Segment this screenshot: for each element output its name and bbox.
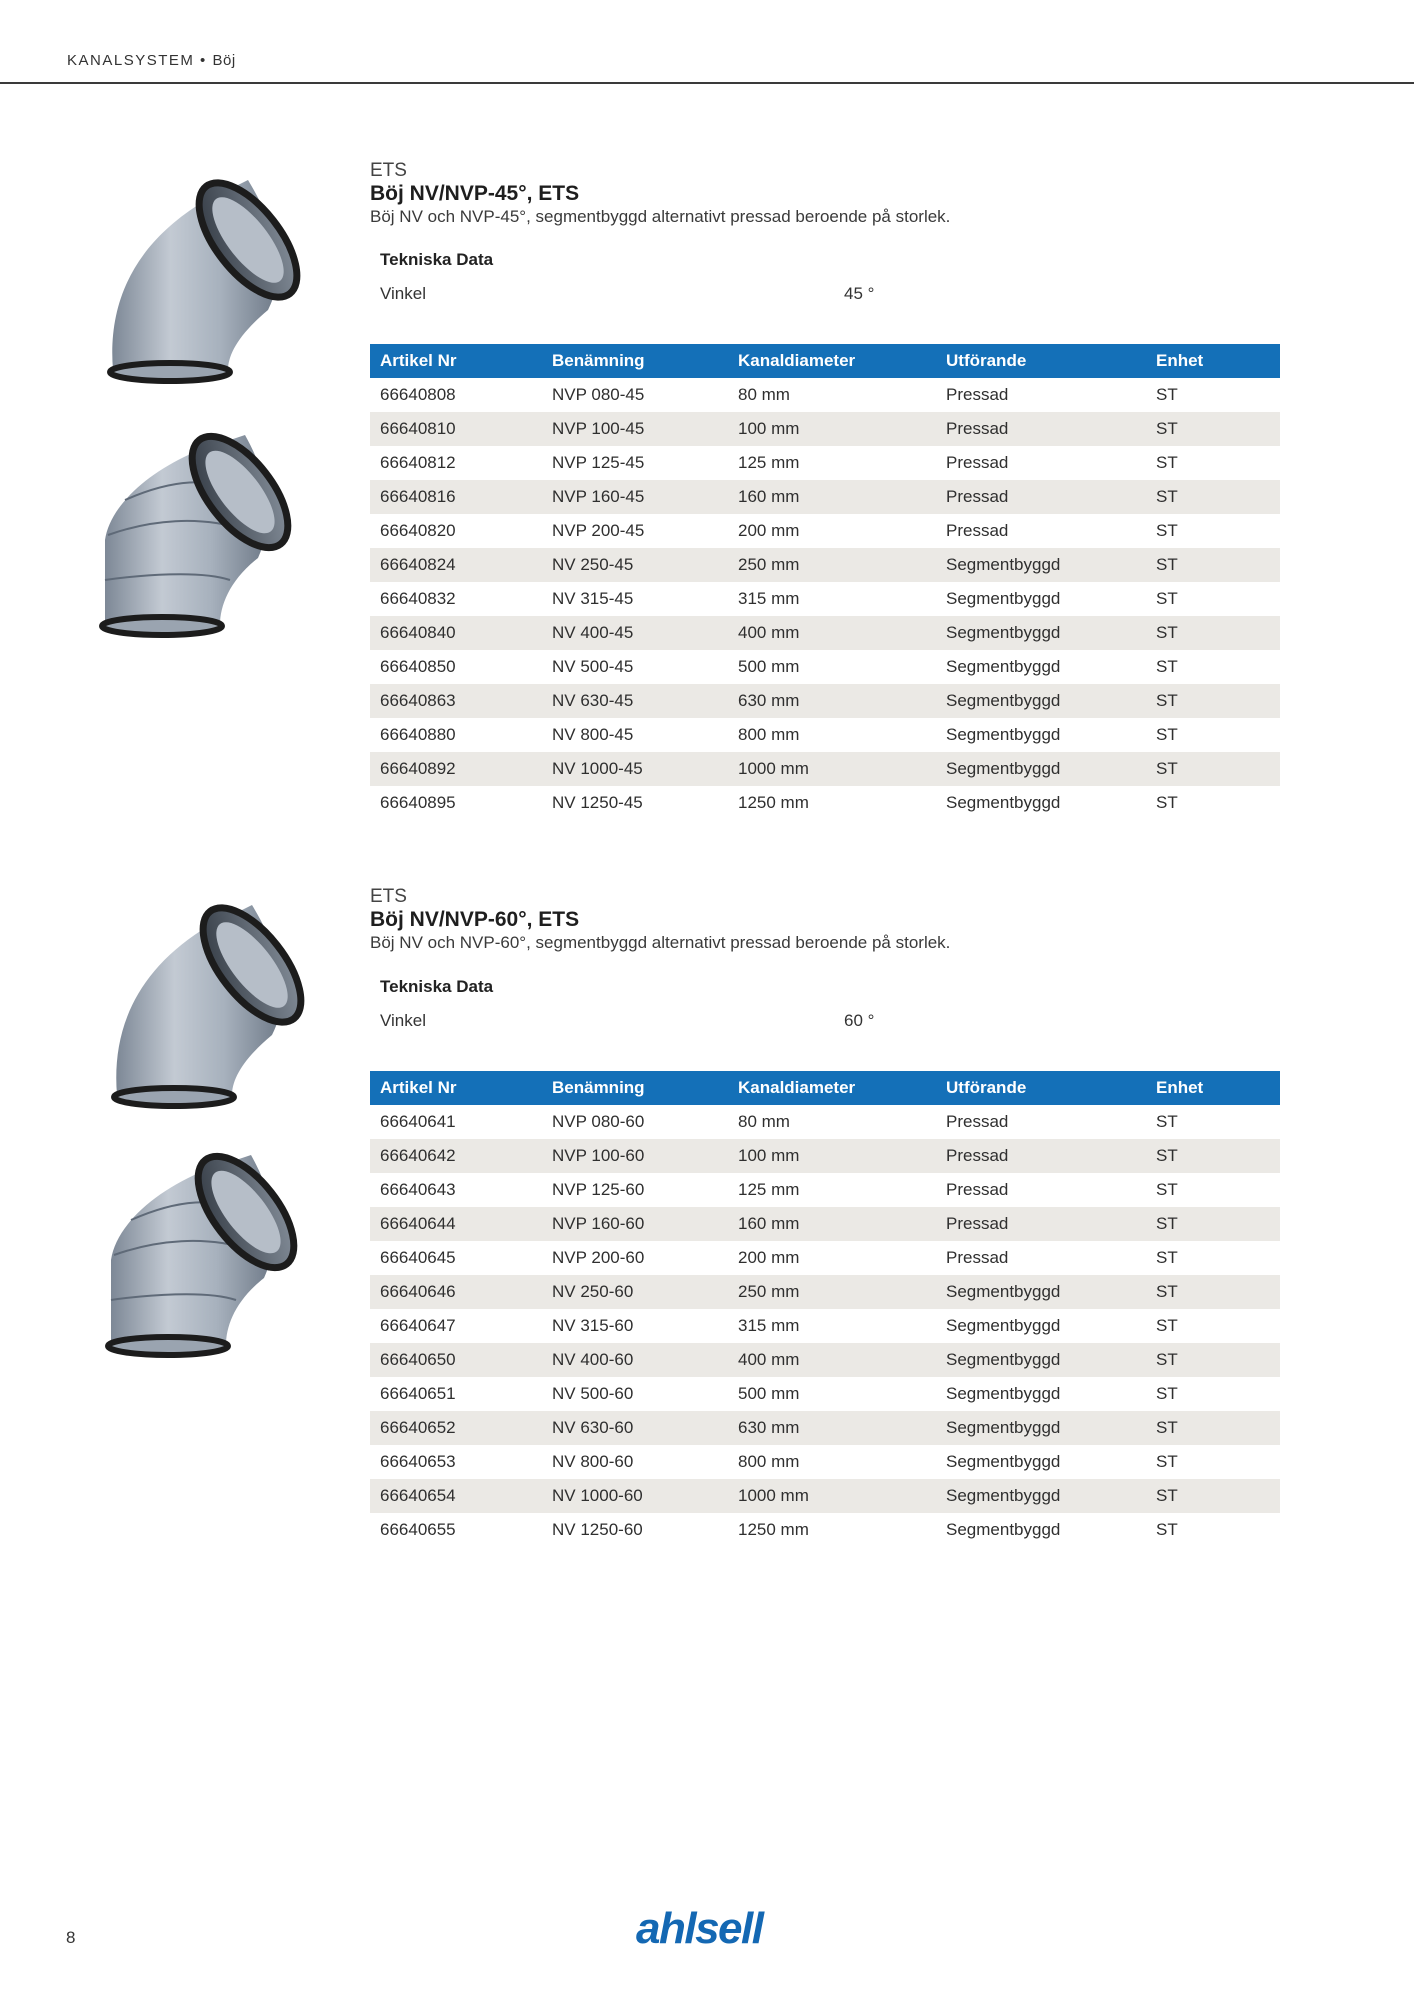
- table-cell: ST: [1146, 684, 1280, 718]
- table-cell: ST: [1156, 1316, 1178, 1335]
- table-cell: NV 630-45: [542, 684, 728, 718]
- table-cell: NVP 100-45: [542, 412, 728, 446]
- table-cell: Pressad: [946, 1180, 1009, 1199]
- table-cell: ST: [1146, 548, 1280, 582]
- table-cell: 1000 mm: [728, 1479, 936, 1513]
- table-cell: Segmentbyggd: [946, 589, 1061, 608]
- elbow-60-segmented-image: [86, 1130, 306, 1370]
- breadcrumb: [67, 52, 236, 69]
- column-header: Utförande: [936, 344, 1146, 378]
- table-row: [370, 1139, 1280, 1173]
- ahlsell-logo: ahlsell: [636, 1904, 763, 1953]
- table-cell: Segmentbyggd: [936, 1343, 1146, 1377]
- table-cell: Pressad: [946, 521, 1009, 540]
- table-cell: NV 800-45: [552, 725, 634, 744]
- table-cell: 66640655: [380, 1520, 456, 1539]
- column-header: Benämning: [542, 344, 728, 378]
- tech-data-row: [380, 284, 1260, 310]
- table-cell: 66640820: [380, 521, 456, 540]
- table-cell: ST: [1156, 1384, 1178, 1403]
- tech-data-heading: Tekniska Data: [380, 250, 494, 269]
- table-cell: NV 250-45: [542, 548, 728, 582]
- table-cell: 315 mm: [738, 589, 800, 608]
- table-cell: 1250 mm: [738, 1520, 809, 1539]
- table-cell: Segmentbyggd: [946, 657, 1061, 676]
- tech-data-label: Vinkel: [380, 1011, 426, 1030]
- table-cell: 400 mm: [728, 616, 936, 650]
- table-cell: 66640647: [380, 1316, 456, 1335]
- table-cell: 66640812: [380, 453, 456, 472]
- column-header: Utförande: [936, 1071, 1146, 1105]
- product-info: [370, 160, 1280, 228]
- tech-data-value: 45 °: [844, 284, 875, 303]
- table-cell: ST: [1146, 1411, 1280, 1445]
- table-cell: ST: [1156, 1452, 1178, 1471]
- table-cell: ST: [1146, 752, 1280, 786]
- table-cell: 80 mm: [738, 385, 790, 404]
- table-cell: 66640644: [370, 1207, 542, 1241]
- table-cell: 66640840: [370, 616, 542, 650]
- table-row: [370, 378, 1280, 412]
- table-cell: 500 mm: [738, 1384, 800, 1403]
- table-cell: 200 mm: [738, 1248, 800, 1267]
- column-header: Artikel Nr: [370, 344, 542, 378]
- table-cell: ST: [1156, 1180, 1178, 1199]
- table-cell: 66640650: [370, 1343, 542, 1377]
- table-row: [370, 548, 1280, 582]
- product-brand: ETS: [370, 160, 407, 181]
- table-cell: 1000 mm: [728, 752, 936, 786]
- elbow-45-pressed-image: [88, 160, 308, 400]
- column-header: Kanaldiameter: [728, 1071, 936, 1105]
- product-info: [370, 886, 1280, 954]
- page-header: [0, 0, 1414, 84]
- table-row: [370, 1275, 1280, 1309]
- page-number: 8: [66, 1928, 76, 1947]
- table-cell: Segmentbyggd: [936, 548, 1146, 582]
- table-cell: Segmentbyggd: [936, 1275, 1146, 1309]
- table-cell: ST: [1156, 385, 1178, 404]
- table-cell: ST: [1146, 1479, 1280, 1513]
- table-row: [370, 650, 1280, 684]
- table-cell: Segmentbyggd: [946, 725, 1061, 744]
- table-cell: NV 400-45: [542, 616, 728, 650]
- table-cell: 66640651: [380, 1384, 456, 1403]
- table-cell: Pressad: [936, 412, 1146, 446]
- table-row: [370, 514, 1280, 548]
- table-cell: 125 mm: [738, 453, 800, 472]
- table-cell: NV 315-45: [552, 589, 634, 608]
- table-cell: NVP 100-60: [542, 1139, 728, 1173]
- table-row: [370, 1479, 1280, 1513]
- table-cell: Segmentbyggd: [946, 1316, 1061, 1335]
- table-row: [370, 1513, 1280, 1547]
- table-cell: Segmentbyggd: [946, 1520, 1061, 1539]
- table-cell: NV 500-60: [552, 1384, 634, 1403]
- table-cell: 66640645: [380, 1248, 456, 1267]
- table-cell: ST: [1146, 1275, 1280, 1309]
- table-cell: NV 800-60: [552, 1452, 634, 1471]
- table-row: [370, 1445, 1280, 1479]
- product-title: Böj NV/NVP-45°, ETS: [370, 182, 580, 205]
- table-row: [370, 1105, 1280, 1139]
- table-cell: Segmentbyggd: [946, 1384, 1061, 1403]
- tech-data-row: [380, 1011, 1260, 1037]
- product-brand: ETS: [370, 886, 407, 907]
- breadcrumb-separator: •: [200, 52, 207, 69]
- table-cell: ST: [1156, 793, 1178, 812]
- table-cell: 66640863: [370, 684, 542, 718]
- table-cell: 100 mm: [728, 1139, 936, 1173]
- table-cell: NV 500-45: [552, 657, 634, 676]
- table-cell: Pressad: [936, 1207, 1146, 1241]
- table-cell: 66640895: [380, 793, 456, 812]
- table-row: [370, 480, 1280, 514]
- table-cell: ST: [1146, 616, 1280, 650]
- table-cell: 66640850: [380, 657, 456, 676]
- table-cell: 630 mm: [728, 684, 936, 718]
- table-cell: Pressad: [936, 1139, 1146, 1173]
- table-cell: Segmentbyggd: [936, 616, 1146, 650]
- table-cell: ST: [1146, 1139, 1280, 1173]
- table-cell: 66640824: [370, 548, 542, 582]
- tech-data: [380, 977, 1260, 1037]
- table-cell: 66640810: [370, 412, 542, 446]
- elbow-45-segmented-image: [80, 410, 300, 650]
- table-cell: Segmentbyggd: [936, 684, 1146, 718]
- tech-data-label: Vinkel: [380, 284, 426, 303]
- table-cell: NVP 080-60: [552, 1112, 645, 1131]
- table-row: [370, 582, 1280, 616]
- tech-data-heading: Tekniska Data: [380, 977, 494, 996]
- table-cell: Pressad: [946, 1248, 1009, 1267]
- product-description: Böj NV och NVP-60°, segmentbyggd alternativt pressad beroende på storlek.: [370, 933, 951, 952]
- table-cell: 800 mm: [738, 725, 800, 744]
- table-cell: Pressad: [946, 385, 1009, 404]
- table-cell: 500 mm: [738, 657, 800, 676]
- table-cell: ST: [1156, 453, 1178, 472]
- table-row: [370, 412, 1280, 446]
- table-cell: ST: [1156, 1248, 1178, 1267]
- table-cell: Segmentbyggd: [936, 1479, 1146, 1513]
- table-cell: ST: [1146, 1207, 1280, 1241]
- table-row: [370, 786, 1280, 820]
- product-table-45: [370, 344, 1280, 820]
- table-cell: ST: [1146, 1343, 1280, 1377]
- table-row: [370, 616, 1280, 650]
- table-cell: ST: [1156, 1112, 1178, 1131]
- table-cell: 630 mm: [728, 1411, 936, 1445]
- table-cell: 66640654: [370, 1479, 542, 1513]
- table-cell: 100 mm: [728, 412, 936, 446]
- table-cell: 66640643: [380, 1180, 456, 1199]
- table-row: [370, 1309, 1280, 1343]
- table-cell: 66640808: [380, 385, 456, 404]
- breadcrumb-category: KANALSYSTEM: [67, 52, 195, 69]
- table-cell: 66640642: [370, 1139, 542, 1173]
- table-cell: Segmentbyggd: [936, 1411, 1146, 1445]
- column-header: Enhet: [1146, 1071, 1280, 1105]
- table-cell: 66640892: [370, 752, 542, 786]
- table-row: [370, 752, 1280, 786]
- product-title: Böj NV/NVP-60°, ETS: [370, 908, 580, 931]
- table-row: [370, 1207, 1280, 1241]
- table-cell: NVP 125-60: [552, 1180, 645, 1199]
- table-cell: ST: [1156, 1520, 1178, 1539]
- table-cell: NVP 200-45: [552, 521, 645, 540]
- breadcrumb-subcategory: Böj: [212, 52, 236, 69]
- table-cell: 315 mm: [738, 1316, 800, 1335]
- table-cell: 66640653: [380, 1452, 456, 1471]
- column-header: Artikel Nr: [370, 1071, 542, 1105]
- table-cell: 250 mm: [728, 548, 936, 582]
- column-header: Enhet: [1146, 344, 1280, 378]
- table-cell: 250 mm: [728, 1275, 936, 1309]
- table-row: [370, 718, 1280, 752]
- table-cell: ST: [1146, 480, 1280, 514]
- table-row: [370, 1173, 1280, 1207]
- table-cell: Pressad: [936, 480, 1146, 514]
- table-cell: 80 mm: [738, 1112, 790, 1131]
- table-cell: Pressad: [946, 453, 1009, 472]
- table-cell: 400 mm: [728, 1343, 936, 1377]
- table-cell: NVP 160-60: [542, 1207, 728, 1241]
- table-cell: 66640652: [370, 1411, 542, 1445]
- table-cell: Segmentbyggd: [936, 752, 1146, 786]
- table-row: [370, 684, 1280, 718]
- table-cell: 160 mm: [728, 480, 936, 514]
- table-cell: ST: [1156, 657, 1178, 676]
- table-cell: NV 315-60: [552, 1316, 634, 1335]
- table-cell: ST: [1156, 521, 1178, 540]
- table-cell: 66640646: [370, 1275, 542, 1309]
- table-cell: ST: [1156, 589, 1178, 608]
- table-row: [370, 1343, 1280, 1377]
- table-row: [370, 1411, 1280, 1445]
- elbow-60-pressed-image: [92, 885, 312, 1125]
- table-cell: NV 630-60: [542, 1411, 728, 1445]
- table-cell: NVP 200-60: [552, 1248, 645, 1267]
- table-cell: 800 mm: [738, 1452, 800, 1471]
- table-cell: 160 mm: [728, 1207, 936, 1241]
- product-description: Böj NV och NVP-45°, segmentbyggd alternativt pressad beroende på storlek.: [370, 207, 951, 226]
- table-cell: NVP 160-45: [542, 480, 728, 514]
- tech-data-value: 60 °: [844, 1011, 875, 1030]
- column-header: Benämning: [542, 1071, 728, 1105]
- table-header-row: [370, 1071, 1280, 1105]
- table-cell: Segmentbyggd: [946, 793, 1061, 812]
- column-header: Kanaldiameter: [728, 344, 936, 378]
- table-cell: NV 1250-45: [552, 793, 643, 812]
- table-header-row: [370, 344, 1280, 378]
- table-cell: 125 mm: [738, 1180, 800, 1199]
- table-cell: 200 mm: [738, 521, 800, 540]
- table-cell: 66640880: [380, 725, 456, 744]
- table-cell: 66640641: [380, 1112, 456, 1131]
- table-cell: ST: [1146, 412, 1280, 446]
- table-row: [370, 1241, 1280, 1275]
- table-cell: Segmentbyggd: [946, 1452, 1061, 1471]
- table-cell: NV 1000-45: [542, 752, 728, 786]
- table-cell: Pressad: [946, 1112, 1009, 1131]
- table-cell: NV 400-60: [542, 1343, 728, 1377]
- table-row: [370, 446, 1280, 480]
- table-cell: NV 250-60: [542, 1275, 728, 1309]
- table-cell: NV 1250-60: [552, 1520, 643, 1539]
- table-cell: 66640816: [370, 480, 542, 514]
- table-cell: NVP 080-45: [552, 385, 645, 404]
- table-cell: 1250 mm: [738, 793, 809, 812]
- table-cell: NVP 125-45: [552, 453, 645, 472]
- table-row: [370, 1377, 1280, 1411]
- table-cell: 66640832: [380, 589, 456, 608]
- product-table-60: [370, 1071, 1280, 1547]
- tech-data: [380, 250, 1260, 310]
- table-cell: NV 1000-60: [542, 1479, 728, 1513]
- table-cell: ST: [1156, 725, 1178, 744]
